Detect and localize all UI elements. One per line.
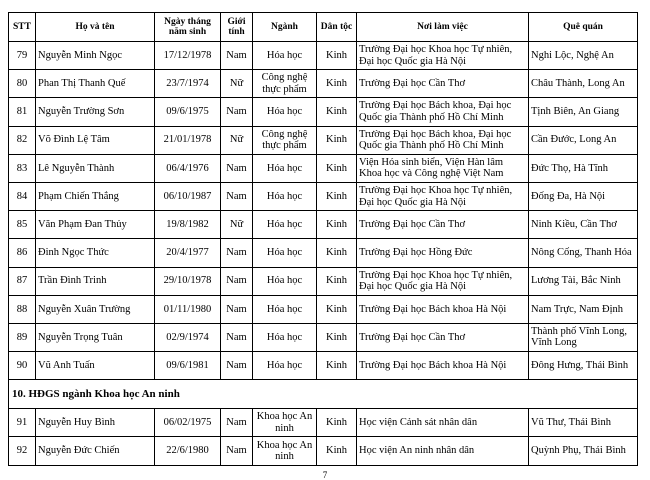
cell-hometown: Nông Cống, Thanh Hóa [529,239,638,267]
cell-name: Phan Thị Thanh Quế [36,70,155,98]
cell-dob: 19/8/1982 [155,211,221,239]
cell-stt: 85 [9,211,36,239]
table-header-row [9,13,638,42]
cell-dob: 29/10/1978 [155,267,221,295]
cell-ethnicity: Kinh [317,437,357,465]
cell-hometown: Nghi Lộc, Nghệ An [529,42,638,70]
cell-field: Hóa học [253,239,317,267]
cell-workplace: Trường Đại học Cần Thơ [357,323,529,351]
cell-ethnicity: Kinh [317,182,357,210]
cell-gender: Nam [221,182,253,210]
cell-dob: 17/12/1978 [155,42,221,70]
cell-ethnicity: Kinh [317,42,357,70]
cell-name: Nguyễn Trường Sơn [36,98,155,126]
table-row [9,126,638,154]
cell-field: Hóa học [253,42,317,70]
table-row [9,267,638,295]
cell-gender: Nam [221,239,253,267]
cell-workplace: Trường Đại học Cần Thơ [357,211,529,239]
cell-ethnicity: Kinh [317,409,357,437]
cell-gender: Nam [221,352,253,380]
table-row [9,437,638,465]
cell-dob: 20/4/1977 [155,239,221,267]
cell-field: Hóa học [253,182,317,210]
cell-name: Phạm Chiến Thắng [36,182,155,210]
cell-gender: Nam [221,323,253,351]
cell-ethnicity: Kinh [317,267,357,295]
cell-field: Hóa học [253,98,317,126]
cell-gender: Nam [221,98,253,126]
cell-field: Khoa học An ninh [253,437,317,465]
table-row [9,42,638,70]
table-row [9,70,638,98]
cell-ethnicity: Kinh [317,154,357,182]
cell-workplace: Trường Đại học Khoa học Tự nhiên, Đại học Quốc gia Hà Nội [357,267,529,295]
cell-gender: Nam [221,154,253,182]
cell-ethnicity: Kinh [317,126,357,154]
cell-name: Nguyễn Đức Chiến [36,437,155,465]
personnel-table [8,12,638,466]
cell-ethnicity: Kinh [317,295,357,323]
table-row [9,239,638,267]
table-row [9,154,638,182]
header-dob: Ngày tháng năm sinh [155,13,221,42]
table-row [9,182,638,210]
cell-stt: 81 [9,98,36,126]
cell-dob: 06/10/1987 [155,182,221,210]
table-body-section [9,380,638,409]
cell-stt: 79 [9,42,36,70]
cell-name: Nguyễn Xuân Trường [36,295,155,323]
cell-workplace: Trường Đại học Bách khoa, Đại học Quốc gia Thành phố Hồ Chí Minh [357,126,529,154]
cell-stt: 88 [9,295,36,323]
cell-stt: 80 [9,70,36,98]
cell-stt: 84 [9,182,36,210]
table-row [9,98,638,126]
cell-name: Vũ Anh Tuấn [36,352,155,380]
cell-hometown: Ninh Kiều, Cần Thơ [529,211,638,239]
cell-hometown: Đức Thọ, Hà Tĩnh [529,154,638,182]
cell-field: Công nghệ thực phẩm [253,126,317,154]
cell-gender: Nữ [221,70,253,98]
cell-stt: 87 [9,267,36,295]
page-number: 7 [322,470,328,480]
cell-gender: Nam [221,267,253,295]
cell-dob: 09/6/1975 [155,98,221,126]
header-field: Ngành [253,13,317,42]
table-row [9,295,638,323]
table-row [9,352,638,380]
table-row [9,409,638,437]
header-workplace: Nơi làm việc [357,13,529,42]
header-hometown: Quê quán [529,13,638,42]
section-title: 10. HĐGS ngành Khoa học An ninh [9,380,638,409]
cell-hometown: Cần Đước, Long An [529,126,638,154]
table-body-chemistry [9,42,638,380]
cell-hometown: Châu Thành, Long An [529,70,638,98]
cell-workplace: Viện Hóa sinh biển, Viện Hàn lâm Khoa học và Công nghệ Việt Nam [357,154,529,182]
cell-name: Trần Đình Trinh [36,267,155,295]
header-name: Họ và tên [36,13,155,42]
cell-ethnicity: Kinh [317,323,357,351]
cell-dob: 01/11/1980 [155,295,221,323]
cell-field: Hóa học [253,352,317,380]
cell-gender: Nữ [221,126,253,154]
cell-field: Hóa học [253,295,317,323]
cell-name: Nguyễn Huy Bình [36,409,155,437]
cell-ethnicity: Kinh [317,211,357,239]
cell-field: Hóa học [253,267,317,295]
cell-name: Nguyễn Minh Ngọc [36,42,155,70]
section-row [9,380,638,409]
cell-gender: Nam [221,409,253,437]
cell-dob: 06/4/1976 [155,154,221,182]
cell-name: Văn Phạm Đan Thủy [36,211,155,239]
cell-name: Lê Nguyễn Thành [36,154,155,182]
header-ethnicity: Dân tộc [317,13,357,42]
cell-dob: 02/9/1974 [155,323,221,351]
cell-dob: 06/02/1975 [155,409,221,437]
cell-gender: Nam [221,295,253,323]
cell-workplace: Trường Đại học Bách khoa Hà Nội [357,295,529,323]
cell-workplace: Trường Đại học Khoa học Tự nhiên, Đại học Quốc gia Hà Nội [357,182,529,210]
cell-hometown: Đống Đa, Hà Nội [529,182,638,210]
cell-ethnicity: Kinh [317,98,357,126]
cell-field: Hóa học [253,211,317,239]
cell-dob: 21/01/1978 [155,126,221,154]
table-row [9,323,638,351]
cell-gender: Nam [221,437,253,465]
cell-gender: Nữ [221,211,253,239]
cell-workplace: Học viện An ninh nhân dân [357,437,529,465]
cell-workplace: Trường Đại học Cần Thơ [357,70,529,98]
cell-ethnicity: Kinh [317,70,357,98]
cell-name: Đinh Ngọc Thức [36,239,155,267]
cell-field: Hóa học [253,154,317,182]
cell-hometown: Đông Hưng, Thái Bình [529,352,638,380]
cell-stt: 86 [9,239,36,267]
cell-field: Công nghệ thực phẩm [253,70,317,98]
cell-stt: 91 [9,409,36,437]
cell-workplace: Trường Đại học Bách khoa Hà Nội [357,352,529,380]
cell-dob: 22/6/1980 [155,437,221,465]
cell-hometown: Vũ Thư, Thái Bình [529,409,638,437]
cell-workplace: Trường Đại học Bách khoa, Đại học Quốc gia Thành phố Hồ Chí Minh [357,98,529,126]
cell-hometown: Nam Trực, Nam Định [529,295,638,323]
cell-workplace: Học viện Cảnh sát nhân dân [357,409,529,437]
cell-ethnicity: Kinh [317,239,357,267]
cell-gender: Nam [221,42,253,70]
cell-field: Khoa học An ninh [253,409,317,437]
cell-hometown: Tịnh Biên, An Giang [529,98,638,126]
header-stt: STT [9,13,36,42]
cell-name: Võ Đình Lệ Tâm [36,126,155,154]
cell-dob: 23/7/1974 [155,70,221,98]
cell-stt: 90 [9,352,36,380]
cell-dob: 09/6/1981 [155,352,221,380]
cell-stt: 83 [9,154,36,182]
cell-workplace: Trường Đại học Hồng Đức [357,239,529,267]
table-row [9,211,638,239]
cell-hometown: Quỳnh Phụ, Thái Bình [529,437,638,465]
cell-stt: 92 [9,437,36,465]
cell-ethnicity: Kinh [317,352,357,380]
cell-hometown: Lương Tài, Bắc Ninh [529,267,638,295]
cell-stt: 89 [9,323,36,351]
cell-name: Nguyễn Trọng Tuân [36,323,155,351]
cell-hometown: Thành phố Vĩnh Long, Vĩnh Long [529,323,638,351]
cell-workplace: Trường Đại học Khoa học Tự nhiên, Đại học Quốc gia Hà Nội [357,42,529,70]
cell-field: Hóa học [253,323,317,351]
cell-stt: 82 [9,126,36,154]
header-gender: Giới tính [221,13,253,42]
table-body-security [9,409,638,465]
